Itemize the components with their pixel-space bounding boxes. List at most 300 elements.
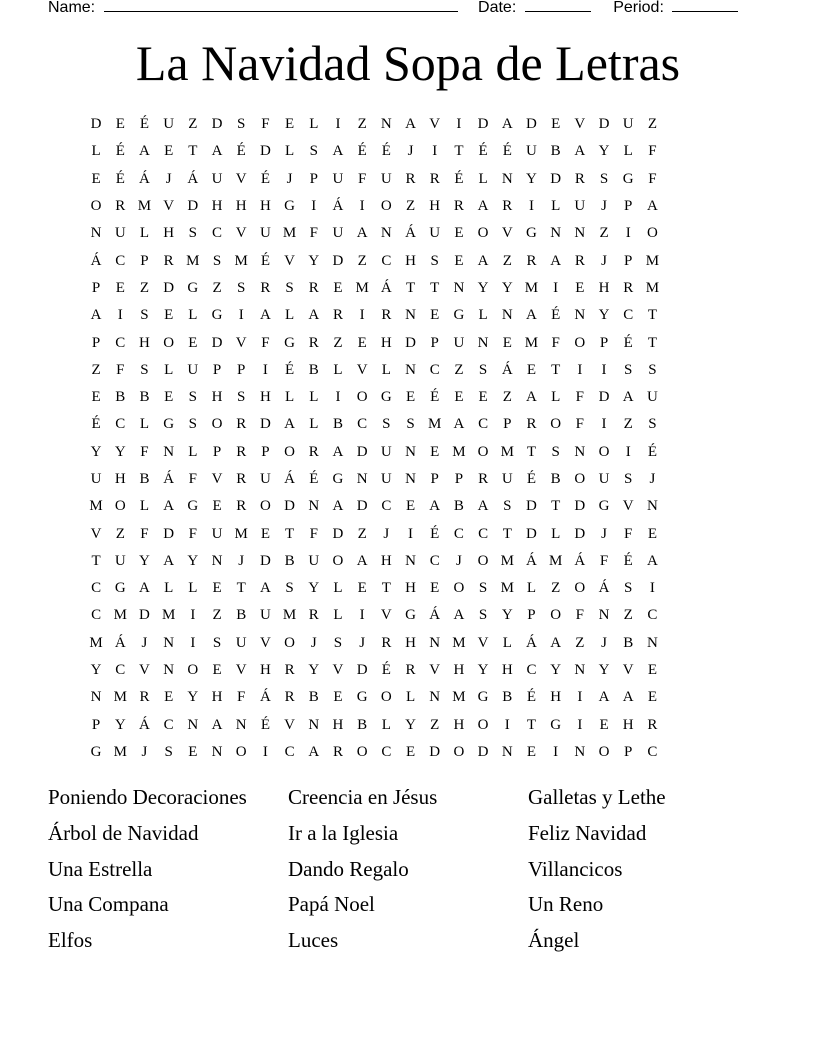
grid-letter: É bbox=[551, 307, 561, 324]
date-label: Date: bbox=[478, 0, 517, 16]
grid-letter: P bbox=[261, 443, 270, 460]
grid-letter: R bbox=[236, 498, 247, 515]
grid-letter: L bbox=[188, 443, 198, 460]
grid-letter: E bbox=[430, 580, 440, 597]
grid-letter: O bbox=[284, 634, 296, 651]
grid-letter: U bbox=[501, 471, 513, 487]
grid-letter: S bbox=[478, 580, 488, 597]
grid-row bbox=[84, 411, 738, 438]
grid-letter: H bbox=[259, 198, 271, 215]
grid-letter: L bbox=[478, 307, 488, 324]
grid-letter: I bbox=[190, 607, 196, 624]
grid-letter: O bbox=[477, 443, 489, 460]
grid-row bbox=[84, 493, 738, 520]
grid-letter: E bbox=[164, 689, 174, 706]
grid-letter: G bbox=[187, 279, 199, 296]
grid-letter: Y bbox=[501, 279, 513, 296]
grid-letter: I bbox=[504, 716, 510, 733]
grid-letter: L bbox=[381, 361, 391, 378]
grid-letter: N bbox=[574, 743, 586, 760]
grid-letter: Z bbox=[357, 525, 367, 542]
grid-letter: T bbox=[647, 334, 657, 351]
grid-letter: S bbox=[333, 634, 343, 651]
grid-letter: H bbox=[405, 634, 416, 651]
grid-letter: A bbox=[259, 307, 271, 324]
grid-letter: M bbox=[524, 279, 539, 296]
grid-letter: D bbox=[163, 279, 175, 296]
grid-letter: S bbox=[140, 361, 149, 378]
grid-letter: P bbox=[212, 361, 222, 378]
grid-letter: H bbox=[211, 198, 223, 215]
grid-letter: Á bbox=[380, 279, 392, 296]
grid-letter: M bbox=[524, 334, 539, 351]
grid-letter: C bbox=[647, 743, 658, 760]
grid-letter: V bbox=[284, 716, 296, 733]
grid-letter: R bbox=[139, 689, 150, 706]
grid-letter: M bbox=[500, 580, 514, 597]
grid-letter: N bbox=[429, 634, 441, 651]
grid-letter: Á bbox=[114, 634, 126, 651]
grid-letter: H bbox=[211, 689, 223, 706]
grid-letter: E bbox=[164, 143, 174, 160]
grid-letter: L bbox=[502, 634, 512, 651]
grid-letter: M bbox=[137, 198, 152, 215]
grid-letter: U bbox=[90, 471, 102, 487]
word-list-item: Papá Noel bbox=[288, 892, 375, 917]
grid-letter: E bbox=[405, 743, 416, 760]
grid-letter: A bbox=[90, 307, 102, 324]
grid-letter: D bbox=[259, 552, 271, 569]
grid-letter: T bbox=[526, 443, 537, 460]
grid-letter: E bbox=[285, 116, 295, 133]
grid-letter: U bbox=[259, 471, 271, 487]
grid-letter: A bbox=[356, 552, 368, 569]
grid-letter: N bbox=[574, 225, 586, 242]
word-list-item: Villancicos bbox=[528, 856, 623, 881]
grid-letter: H bbox=[139, 334, 150, 351]
grid-letter: Y bbox=[598, 307, 610, 324]
word-list-item: Galletas y Lethe bbox=[528, 785, 666, 809]
grid-letter: N bbox=[598, 607, 610, 624]
grid-letter: J bbox=[310, 634, 317, 651]
grid-letter: A bbox=[308, 743, 320, 760]
grid-letter: P bbox=[91, 279, 101, 296]
grid-letter: G bbox=[405, 607, 416, 624]
grid-letter: A bbox=[284, 416, 296, 433]
grid-letter: D bbox=[405, 334, 416, 351]
grid-letter: Y bbox=[187, 689, 199, 706]
grid-letter: E bbox=[647, 662, 657, 679]
grid-letter: E bbox=[115, 279, 125, 296]
grid-letter: P bbox=[624, 198, 633, 215]
grid-letter: S bbox=[503, 498, 512, 515]
grid-letter: N bbox=[405, 443, 416, 460]
grid-letter: R bbox=[236, 471, 247, 487]
grid-letter: C bbox=[381, 743, 392, 760]
grid-letter: B bbox=[308, 689, 319, 706]
grid-letter: L bbox=[139, 498, 150, 515]
grid-letter: Z bbox=[333, 334, 343, 351]
grid-letter: O bbox=[380, 689, 392, 706]
grid-row bbox=[84, 220, 738, 247]
word-list-item: Luces bbox=[288, 928, 339, 953]
grid-letter: U bbox=[235, 634, 247, 651]
grid-letter: A bbox=[646, 552, 658, 569]
grid-letter: V bbox=[235, 225, 247, 242]
grid-letter: E bbox=[405, 498, 416, 515]
grid-letter: D bbox=[356, 443, 368, 460]
grid-letter: N bbox=[380, 225, 392, 242]
grid-letter: A bbox=[163, 552, 175, 569]
grid-letter: I bbox=[601, 361, 607, 378]
grid-row bbox=[84, 111, 738, 138]
grid-letter: I bbox=[311, 198, 317, 215]
grid-letter: E bbox=[647, 525, 657, 542]
grid-letter: U bbox=[211, 525, 223, 542]
grid-letter: U bbox=[622, 116, 634, 133]
grid-letter: R bbox=[574, 170, 585, 187]
grid-letter: Y bbox=[501, 607, 513, 624]
grid-letter: N bbox=[405, 307, 416, 324]
grid-letter: S bbox=[212, 252, 222, 269]
grid-letter: F bbox=[188, 525, 198, 542]
grid-letter: T bbox=[236, 580, 246, 597]
word-list-item: Una Estrella bbox=[48, 856, 153, 881]
grid-letter: R bbox=[308, 334, 319, 351]
period-blank[interactable] bbox=[672, 0, 738, 12]
grid-letter: I bbox=[335, 116, 341, 133]
grid-letter: A bbox=[453, 416, 465, 433]
grid-letter: H bbox=[550, 689, 562, 706]
grid-letter: U bbox=[332, 225, 344, 242]
grid-letter: N bbox=[235, 716, 247, 733]
grid-letter: É bbox=[430, 389, 440, 406]
grid-letter: L bbox=[333, 580, 343, 597]
grid-letter: É bbox=[115, 170, 125, 187]
grid-letter: U bbox=[380, 443, 392, 460]
grid-letter: O bbox=[646, 225, 658, 242]
grid-letter: F bbox=[261, 116, 270, 133]
grid-letter: Á bbox=[332, 198, 344, 215]
grid-letter: F bbox=[309, 525, 318, 542]
grid-row bbox=[84, 630, 738, 657]
grid-letter: A bbox=[356, 225, 368, 242]
grid-letter: P bbox=[237, 361, 246, 378]
grid-letter: N bbox=[405, 552, 416, 569]
grid-letter: E bbox=[212, 498, 222, 515]
grid-letter: Z bbox=[430, 716, 440, 733]
grid-letter: R bbox=[115, 198, 126, 215]
grid-letter: C bbox=[163, 716, 174, 733]
grid-letter: B bbox=[115, 389, 126, 406]
grid-letter: D bbox=[477, 743, 489, 760]
grid-letter: Y bbox=[405, 716, 416, 733]
grid-letter: Á bbox=[284, 471, 296, 487]
grid-letter: L bbox=[333, 607, 343, 624]
grid-letter: A bbox=[646, 198, 658, 215]
grid-letter: N bbox=[574, 307, 586, 324]
grid-letter: U bbox=[163, 116, 175, 133]
grid-letter: A bbox=[477, 498, 489, 515]
grid-letter: É bbox=[115, 143, 125, 160]
grid-letter: B bbox=[357, 716, 368, 733]
grid-letter: O bbox=[90, 198, 102, 215]
grid-letter: Z bbox=[551, 580, 561, 597]
grid-letter: A bbox=[332, 143, 344, 160]
grid-letter: O bbox=[477, 225, 489, 242]
grid-letter: Á bbox=[139, 170, 150, 187]
grid-letter: O bbox=[477, 716, 489, 733]
grid-letter: S bbox=[212, 634, 222, 651]
grid-letter: I bbox=[117, 307, 123, 324]
grid-letter: M bbox=[113, 743, 127, 760]
grid-letter: M bbox=[500, 443, 514, 460]
grid-letter: H bbox=[453, 662, 465, 679]
grid-letter: R bbox=[429, 170, 440, 187]
grid-letter: R bbox=[405, 662, 416, 679]
grid-letter: T bbox=[381, 580, 391, 597]
grid-letter: E bbox=[212, 580, 222, 597]
grid-letter: P bbox=[454, 471, 464, 487]
grid-letter: H bbox=[211, 389, 223, 406]
word-list-item: Ángel bbox=[528, 928, 580, 953]
grid-letter: R bbox=[478, 471, 489, 487]
grid-letter: C bbox=[115, 662, 126, 679]
grid-letter: R bbox=[453, 198, 464, 215]
grid-letter: F bbox=[599, 552, 609, 569]
grid-letter: C bbox=[212, 225, 223, 242]
grid-letter: V bbox=[477, 634, 489, 651]
grid-letter: V bbox=[235, 334, 247, 351]
grid-letter: C bbox=[357, 416, 368, 433]
grid-letter: É bbox=[285, 361, 295, 378]
grid-letter: A bbox=[139, 580, 150, 597]
grid-letter: L bbox=[91, 143, 101, 160]
grid-letter: B bbox=[284, 552, 295, 569]
grid-letter: P bbox=[430, 471, 439, 487]
word-list-item: Una Compana bbox=[48, 892, 169, 917]
grid-letter: L bbox=[623, 143, 633, 160]
grid-letter: B bbox=[308, 361, 319, 378]
grid-letter: L bbox=[526, 580, 537, 597]
grid-letter: A bbox=[308, 307, 320, 324]
grid-letter: E bbox=[454, 389, 464, 406]
grid-letter: T bbox=[285, 525, 295, 542]
grid-letter: M bbox=[89, 634, 103, 651]
grid-letter: D bbox=[259, 416, 271, 433]
word-list-item: Un Reno bbox=[528, 892, 604, 917]
grid-letter: E bbox=[551, 116, 561, 133]
grid-letter: É bbox=[623, 552, 633, 569]
grid-letter: D bbox=[259, 143, 271, 160]
grid-letter: T bbox=[551, 361, 561, 378]
grid-letter: É bbox=[502, 143, 512, 160]
grid-letter: V bbox=[429, 116, 441, 133]
grid-letter: R bbox=[574, 252, 585, 269]
grid-letter: U bbox=[429, 225, 441, 242]
grid-letter: M bbox=[282, 225, 297, 242]
grid-letter: S bbox=[624, 361, 633, 378]
grid-letter: M bbox=[645, 279, 660, 296]
grid-letter: I bbox=[528, 198, 534, 215]
grid-letter: A bbox=[332, 498, 344, 515]
grid-letter: E bbox=[333, 279, 343, 296]
grid-letter: E bbox=[91, 389, 101, 406]
grid-letter: L bbox=[285, 143, 295, 160]
grid-letter: A bbox=[332, 443, 344, 460]
grid-letter: C bbox=[453, 525, 464, 542]
grid-letter: S bbox=[599, 170, 609, 187]
grid-letter: S bbox=[624, 580, 633, 597]
grid-letter: H bbox=[332, 716, 344, 733]
grid-letter: O bbox=[550, 416, 562, 433]
grid-letter: E bbox=[454, 252, 464, 269]
word-list-item: Poniendo Decoraciones bbox=[48, 785, 247, 809]
grid-letter: A bbox=[211, 716, 223, 733]
grid-letter: O bbox=[453, 580, 465, 597]
grid-letter: V bbox=[235, 662, 247, 679]
grid-letter: V bbox=[90, 525, 102, 542]
grid-letter: N bbox=[308, 498, 320, 515]
grid-letter: A bbox=[405, 116, 416, 133]
grid-letter: Y bbox=[526, 170, 537, 187]
grid-letter: Á bbox=[405, 225, 416, 242]
grid-letter: H bbox=[598, 279, 610, 296]
grid-letter: Z bbox=[115, 525, 125, 542]
grid-letter: G bbox=[284, 198, 296, 215]
grid-letter: É bbox=[526, 689, 537, 706]
grid-letter: I bbox=[359, 607, 365, 624]
grid-letter: N bbox=[453, 279, 465, 296]
grid-letter: D bbox=[356, 498, 368, 515]
grid-letter: C bbox=[115, 334, 126, 351]
grid-letter: S bbox=[406, 416, 415, 433]
grid-letter: A bbox=[622, 689, 634, 706]
grid-letter: D bbox=[598, 116, 610, 133]
grid-row bbox=[84, 247, 738, 274]
grid-letter: D bbox=[90, 116, 102, 133]
grid-letter: P bbox=[309, 170, 318, 187]
grid-letter: F bbox=[575, 607, 585, 624]
grid-letter: A bbox=[526, 389, 537, 406]
grid-letter: F bbox=[140, 443, 149, 460]
grid-letter: O bbox=[598, 743, 610, 760]
grid-letter: J bbox=[141, 743, 148, 760]
grid-letter: S bbox=[551, 443, 560, 460]
grid-letter: A bbox=[526, 307, 537, 324]
word-list-item: Creencia en Jésus bbox=[288, 785, 438, 809]
grid-letter: P bbox=[624, 743, 633, 760]
grid-letter: L bbox=[188, 307, 198, 324]
grid-letter: É bbox=[91, 416, 101, 433]
grid-letter: D bbox=[332, 252, 344, 269]
grid-letter: Á bbox=[501, 361, 513, 378]
grid-letter: S bbox=[478, 361, 488, 378]
grid-letter: A bbox=[211, 143, 223, 160]
grid-letter: H bbox=[453, 716, 465, 733]
grid-letter: C bbox=[115, 416, 126, 433]
grid-letter: O bbox=[574, 580, 586, 597]
grid-letter: I bbox=[359, 307, 365, 324]
grid-letter: É bbox=[236, 143, 246, 160]
grid-letter: Z bbox=[357, 116, 367, 133]
grid-letter: O bbox=[332, 552, 344, 569]
grid-letter: C bbox=[284, 743, 295, 760]
grid-letter: F bbox=[357, 170, 367, 187]
grid-letter: D bbox=[429, 743, 441, 760]
grid-letter: L bbox=[381, 716, 391, 733]
grid-letter: T bbox=[188, 143, 198, 160]
grid-letter: O bbox=[380, 198, 392, 215]
grid-letter: N bbox=[356, 471, 368, 487]
grid-letter: H bbox=[380, 334, 392, 351]
grid-letter: D bbox=[284, 498, 296, 515]
grid-letter: N bbox=[405, 361, 416, 378]
grid-letter: I bbox=[649, 580, 655, 597]
grid-letter: Y bbox=[308, 252, 320, 269]
grid-letter: Y bbox=[139, 552, 150, 569]
grid-letter: V bbox=[211, 471, 223, 487]
grid-letter: Z bbox=[139, 279, 150, 296]
grid-letter: C bbox=[526, 662, 537, 679]
grid-letter: E bbox=[164, 389, 174, 406]
grid-letter: V bbox=[622, 498, 634, 515]
grid-letter: G bbox=[477, 689, 489, 706]
grid-letter: S bbox=[382, 416, 391, 433]
grid-letter: E bbox=[357, 580, 367, 597]
grid-letter: I bbox=[190, 634, 196, 651]
word-list bbox=[48, 780, 768, 959]
grid-letter: L bbox=[551, 389, 561, 406]
grid-letter: V bbox=[429, 662, 441, 679]
grid-letter: P bbox=[624, 252, 633, 269]
grid-letter: M bbox=[282, 607, 297, 624]
grid-letter: Z bbox=[357, 252, 367, 269]
word-list-item: Elfos bbox=[48, 928, 93, 953]
name-blank[interactable] bbox=[104, 0, 458, 12]
grid-letter: A bbox=[453, 607, 465, 624]
grid-letter: P bbox=[91, 334, 101, 351]
grid-letter: O bbox=[356, 743, 368, 760]
grid-letter: Z bbox=[502, 252, 512, 269]
grid-letter: L bbox=[139, 416, 150, 433]
grid-letter: F bbox=[648, 143, 657, 160]
grid-letter: F bbox=[575, 389, 585, 406]
grid-letter: U bbox=[187, 361, 199, 378]
grid-letter: E bbox=[599, 716, 609, 733]
grid-letter: A bbox=[574, 143, 586, 160]
grid-letter: Á bbox=[187, 170, 199, 187]
grid-letter: F bbox=[309, 225, 318, 242]
grid-letter: N bbox=[501, 307, 513, 324]
grid-letter: N bbox=[211, 552, 223, 569]
grid-letter: A bbox=[550, 634, 562, 651]
grid-letter: N bbox=[163, 634, 175, 651]
grid-row bbox=[84, 138, 738, 165]
grid-letter: S bbox=[648, 416, 657, 433]
date-blank[interactable] bbox=[525, 0, 591, 12]
grid-letter: R bbox=[284, 662, 295, 679]
grid-letter: I bbox=[408, 525, 414, 542]
grid-letter: D bbox=[332, 525, 344, 542]
name-label: Name: bbox=[48, 0, 96, 16]
grid-letter: F bbox=[624, 525, 633, 542]
grid-row bbox=[84, 739, 738, 766]
grid-letter: Y bbox=[477, 279, 489, 296]
grid-letter: U bbox=[114, 225, 126, 242]
grid-letter: U bbox=[598, 471, 610, 487]
grid-letter: H bbox=[163, 225, 175, 242]
